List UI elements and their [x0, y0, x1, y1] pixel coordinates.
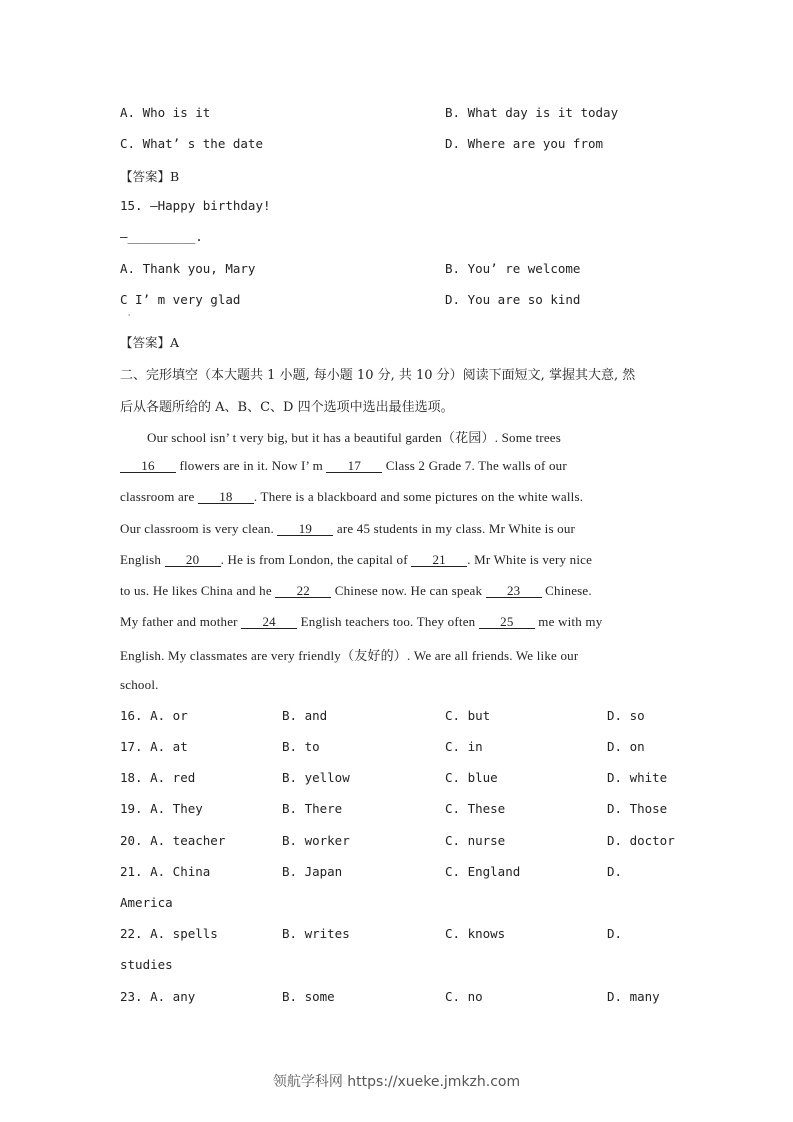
blank-20: 20	[165, 553, 221, 567]
option-17-a: 17. A. at	[120, 739, 188, 754]
blank-19: 19	[277, 522, 333, 536]
blank-21: 21	[411, 553, 467, 567]
option-22-c: C. knows	[445, 926, 506, 941]
option-20-b: B. worker	[282, 833, 350, 848]
passage-text: . He is from London, the capital of	[220, 552, 408, 567]
passage-text: . There is a blackboard and some pictures on the white walls.	[253, 489, 584, 504]
option-22-a: 22. A. spells	[120, 926, 218, 941]
passage-text: English teachers too. They often	[300, 614, 476, 629]
q15-answer: 【答案】A	[120, 335, 180, 350]
option-19-d: D. Those	[607, 801, 668, 816]
passage-text: classroom are	[120, 489, 195, 504]
passage-line-1: Our school isn’ t very big, but it has a beautiful garden（花园）. Some trees	[147, 430, 562, 445]
passage-line-3	[120, 489, 675, 505]
passage-line-4	[120, 521, 675, 537]
q15-reply: —_________.	[120, 229, 203, 244]
q14-answer: 【答案】B	[120, 169, 180, 184]
option-21-b: B. Japan	[282, 864, 343, 879]
option-17-d: D. on	[607, 739, 645, 754]
option-19-b: B. There	[282, 801, 343, 816]
option-16-c: C. but	[445, 708, 491, 723]
passage-line-7	[120, 614, 675, 630]
option-23-a: 23. A. any	[120, 989, 196, 1004]
section2-heading-line1: 二、完形填空（本大题共 1 小题, 每小题 10 分, 共 10 分）阅读下面短文, 掌握其大意, 然	[120, 368, 636, 383]
option-22-b: B. writes	[282, 926, 350, 941]
option-20-a: 20. A. teacher	[120, 833, 226, 848]
option-16-b: B. and	[282, 708, 328, 723]
blank-24: 24	[241, 615, 297, 629]
q14-option-c: C. What’ s the date	[120, 136, 263, 151]
passage-text: to us. He likes China and he	[120, 583, 272, 598]
option-17-b: B. to	[282, 739, 320, 754]
q15-question: 15. —Happy birthday!	[120, 198, 271, 213]
option-18-a: 18. A. red	[120, 770, 196, 785]
blank-17: 17	[326, 459, 382, 473]
q15-option-d: D. You are so kind	[445, 292, 581, 307]
option-18-c: C. blue	[445, 770, 498, 785]
option-16-a: 16. A. or	[120, 708, 188, 723]
option-21-a: 21. A. China	[120, 864, 211, 879]
blank-18: 18	[198, 490, 254, 504]
blank-25: 25	[479, 615, 535, 629]
q15-option-b: B. You’ re welcome	[445, 261, 581, 276]
passage-text: me with my	[538, 614, 603, 629]
option-20-d: D. doctor	[607, 833, 675, 848]
q14-option-d: D. Where are you from	[445, 136, 604, 151]
option-21-d: D.	[607, 864, 623, 879]
page-footer: 领航学科网 https://xueke.jmkzh.com	[272, 1074, 521, 1090]
option-19-c: C. These	[445, 801, 506, 816]
passage-text: Chinese.	[545, 583, 592, 598]
option-22-d: D.	[607, 926, 623, 941]
passage-line-5	[120, 552, 675, 568]
passage-text: . Mr White is very nice	[467, 552, 593, 567]
q14-option-a: A. Who is it	[120, 105, 211, 120]
passage-text: flowers are in it. Now I’ m	[179, 458, 323, 473]
passage-line-8: English. My classmates are very friendly（友好的）. We are all friends. We like our	[120, 648, 579, 663]
passage-line-6	[120, 583, 675, 599]
option-23-b: B. some	[282, 989, 335, 1004]
option-17-c: C. in	[445, 739, 483, 754]
option-21-c: C. England	[445, 864, 521, 879]
stray-mark: '	[127, 313, 132, 321]
passage-line-2	[120, 458, 675, 474]
q15-option-c: C I’ m very glad	[120, 292, 241, 307]
passage-text: English	[120, 552, 162, 567]
option-21-d-wrap: America	[120, 895, 173, 910]
blank-22: 22	[275, 584, 331, 598]
passage-text: Class 2 Grade 7. The walls of our	[385, 458, 567, 473]
option-22-d-wrap: studies	[120, 957, 173, 972]
passage-text: My father and mother	[120, 614, 238, 629]
option-18-b: B. yellow	[282, 770, 350, 785]
section2-heading-line2: 后从各题所给的 A、B、C、D 四个选项中选出最佳选项。	[120, 400, 454, 415]
passage-line-9: school.	[120, 677, 159, 692]
option-19-a: 19. A. They	[120, 801, 203, 816]
option-20-c: C. nurse	[445, 833, 506, 848]
option-23-d: D. many	[607, 989, 660, 1004]
passage-text: Chinese now. He can speak	[334, 583, 483, 598]
blank-23: 23	[486, 584, 542, 598]
blank-16: 16	[120, 459, 176, 473]
option-23-c: C. no	[445, 989, 483, 1004]
passage-text: are 45 students in my class. Mr White is our	[336, 521, 576, 536]
q15-option-a: A. Thank you, Mary	[120, 261, 256, 276]
option-16-d: D. so	[607, 708, 645, 723]
q14-option-b: B. What day is it today	[445, 105, 619, 120]
passage-text: Our classroom is very clean.	[120, 521, 274, 536]
option-18-d: D. white	[607, 770, 668, 785]
